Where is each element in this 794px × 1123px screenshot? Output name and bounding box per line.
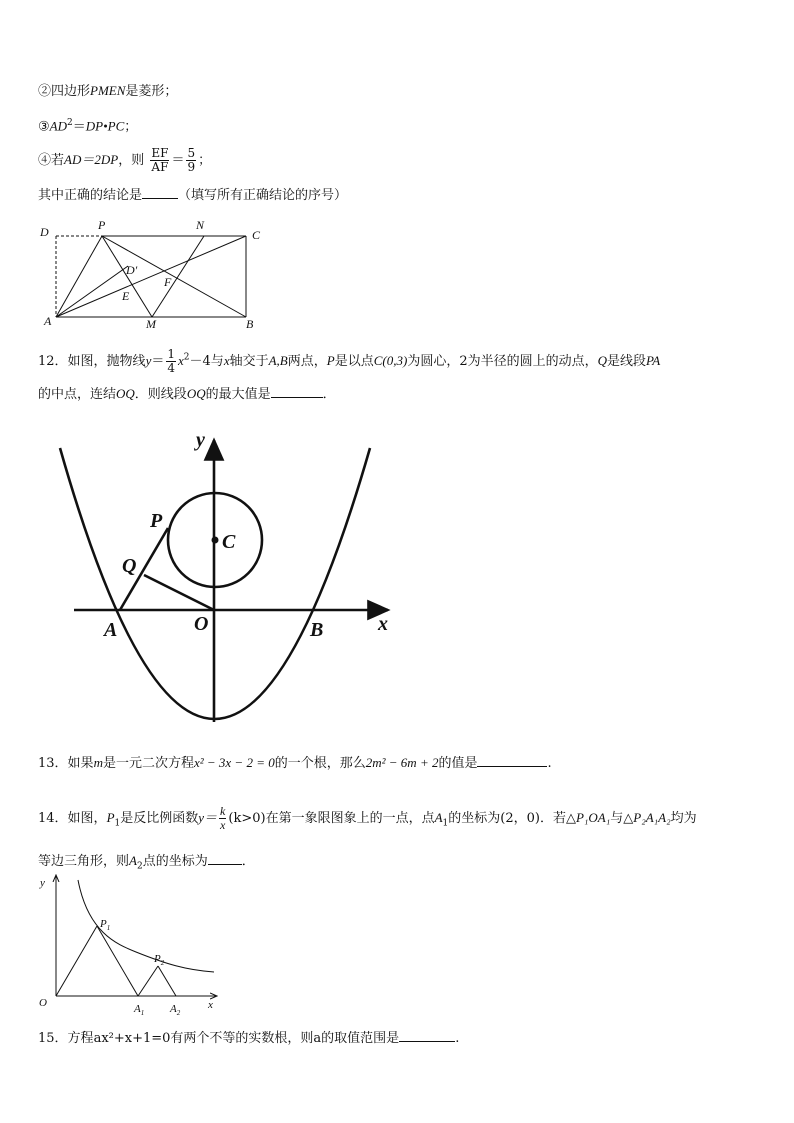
q11-item-2: ②四边形PMEN是菱形； [38,83,178,99]
label-b: B [246,317,254,331]
segment-p1a1 [97,926,138,996]
q11-conclusion: 其中正确的结论是 （填写所有正确结论的序号） [38,188,348,203]
label-x: x [378,613,388,635]
label-f: F [164,275,172,289]
q11-item-4: ④若AD＝2DP，则 $\frac{EF}{AF}$ ＝ $\frac{5}{9}$ ； [38,146,212,174]
label-m: M [146,317,156,331]
q15-line: 15．方程ax²+x+1=0有两个不等的实数根，则a的取值范围是 . [38,1031,460,1046]
q14-hyperbola-figure [36,872,226,1018]
item-4-marker: ④ [38,153,52,168]
label-d-prime: D′ [126,263,138,277]
center-point-c [212,537,219,544]
q11-item-3: $③AD^2=DP•PC$； [38,118,138,135]
q14-line-2: 等边三角形，则$A_2$点的坐标为 ． [38,853,255,872]
segment-a1p2 [138,966,158,996]
label-q: Q [122,555,137,577]
diagonal-ac [56,236,246,317]
answer-blank[interactable] [208,852,242,865]
label-y: y [196,429,205,451]
segment-p2a2 [158,966,176,996]
label-b: B [310,619,324,641]
label-o: O [194,613,209,635]
label-a1: $A_1$ [134,1003,145,1017]
question-number: 14． [38,811,68,826]
label-p: P [98,218,106,232]
item-3-marker: ③ [38,119,50,135]
answer-blank[interactable] [142,186,178,199]
segment-nm [152,236,204,317]
q12-parabola-figure [50,426,400,728]
q14-line-1: 14．如图，$P_1$是反比例函数y＝ $\frac{k}{x}$ (k>0)在第一象限图象上的一点，点$A_1$的坐标为(2，0)．若△P₁OA₁与△P₂A₁A₂均为 [38,804,697,832]
q11-rectangle-figure [36,214,276,336]
hyperbola-curve [78,880,214,972]
label-a: A [104,619,118,641]
label-c: C [252,228,261,242]
quarter-fraction: $\frac{1}{4}$ [167,347,175,375]
label-a2: $A_2$ [170,1003,181,1017]
answer-blank[interactable] [399,1029,455,1042]
five-ninths-fraction: $\frac{5}{9}$ [187,146,196,174]
label-e: E [122,289,130,303]
label-p1: $P_1$ [100,918,111,932]
label-y: y [40,877,45,889]
segment-op1 [56,926,97,996]
label-c: C [222,531,236,553]
question-number: 12． [38,354,68,369]
segment-pb [102,236,246,317]
label-d: D [40,225,49,239]
k-over-x-fraction: $\frac{k}{x}$ [220,804,226,832]
label-n: N [196,218,205,232]
segment-oq [144,575,214,610]
label-p2: $P_2$ [154,953,165,967]
label-x: x [208,999,213,1011]
segment-ap [56,236,102,317]
answer-blank[interactable] [477,754,547,767]
q12-line-2: 的中点，连结OQ．则线段OQ的最大值是 ． [38,386,336,402]
segment-ad-prime [56,266,128,317]
answer-blank[interactable] [271,385,323,398]
label-o: O [39,997,47,1009]
q13-line: 13．如果m是一元二次方程x² − 3x − 2 = 0的一个根，那么2m² − 6m + 2的值是 . [38,755,552,771]
question-number: 13． [38,756,68,771]
item-2-marker: ② [38,84,52,99]
label-p: P [150,510,163,532]
ef-af-fraction: $\frac{EF}{AF}$ [151,146,169,174]
question-number: 15． [38,1031,68,1046]
label-a: A [44,314,52,328]
q12-line-1: 12．如图，抛物线y＝ $\frac{1}{4}$ $x^2-4$与x轴交于A,B两点，P是以点C(0,3)为圆心，2为半径的圆上的动点，Q是线段PA [38,347,661,375]
